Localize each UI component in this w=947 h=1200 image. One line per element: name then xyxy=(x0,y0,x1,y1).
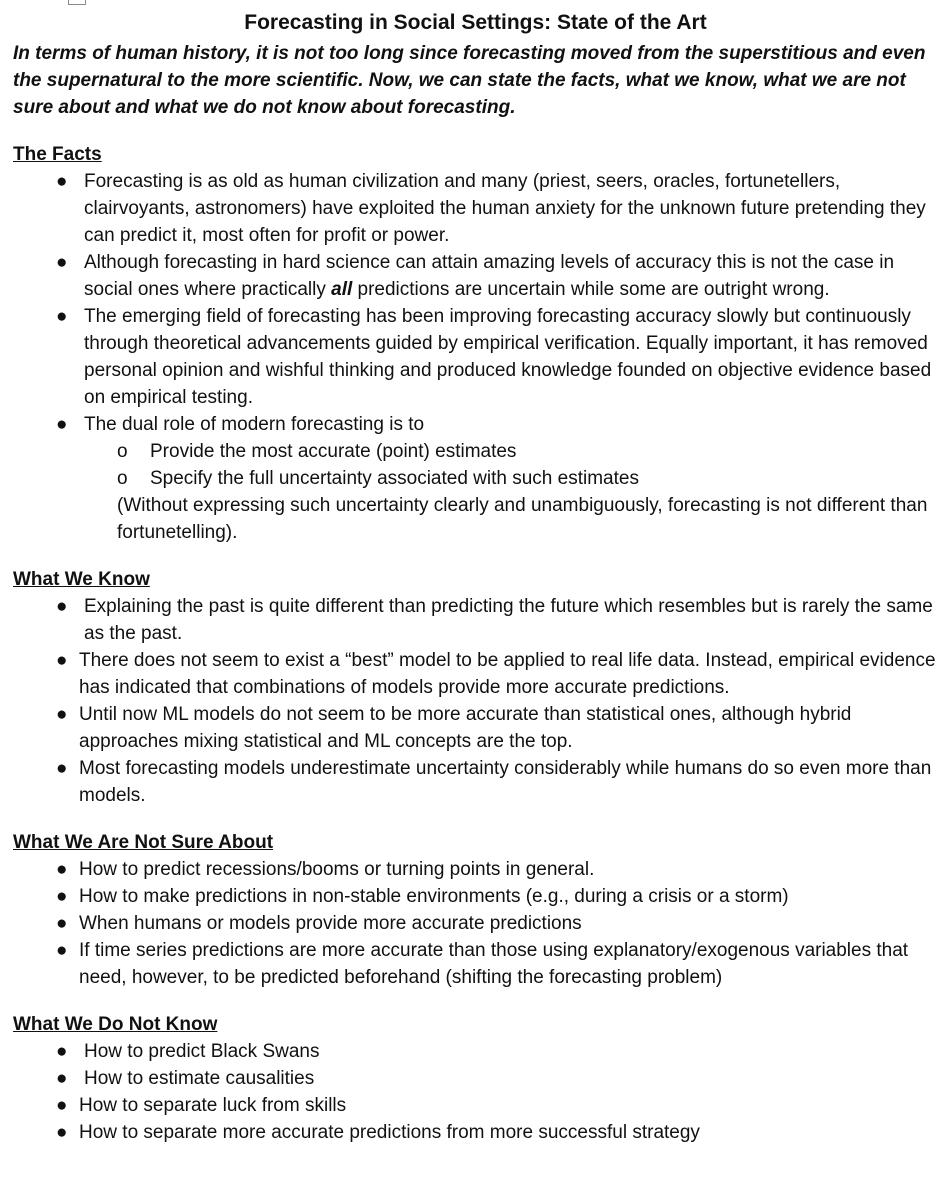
bullet-icon: ● xyxy=(56,940,68,961)
know-list xyxy=(13,593,938,647)
document-title: Forecasting in Social Settings: State of the Art xyxy=(244,11,707,34)
not-sure-list xyxy=(13,856,938,991)
section-heading-know: What We Know xyxy=(13,569,150,590)
sub-list-item-text: Specify the full uncertainty associated with such estimates xyxy=(150,468,639,489)
list-item xyxy=(13,701,938,755)
list-item xyxy=(13,593,938,647)
intro-paragraph: In terms of human history, it is not too long since forecasting moved from the superstitious and even the supernatural to the more scientific. Now, we can state the facts, what we know, what we are not sure about and what we do not know about forecasting. xyxy=(13,43,926,118)
bullet-icon: ● xyxy=(56,1122,68,1143)
section-not-sure xyxy=(13,829,938,991)
bullet-icon: ● xyxy=(56,252,68,273)
sub-list xyxy=(84,438,938,492)
list-item-text: If time series predictions are more accurate than those using explanatory/exogenous variables that need, however, to be predicted beforehand (shifting the forecasting problem) xyxy=(79,940,909,988)
bullet-icon: ● xyxy=(56,704,68,725)
list-item-text: How to estimate causalities xyxy=(84,1068,315,1089)
do-not-know-list-continued xyxy=(13,1092,938,1146)
section-the-facts xyxy=(13,141,938,546)
do-not-know-list xyxy=(13,1038,938,1092)
section-heading-not-sure: What We Are Not Sure About xyxy=(13,832,274,853)
section-heading-facts: The Facts xyxy=(13,144,102,165)
list-item xyxy=(13,937,938,991)
list-item-text: Most forecasting models underestimate uncertainty considerably while humans do so even more than models. xyxy=(79,758,932,806)
bullet-icon: ● xyxy=(56,650,68,671)
list-item-text: How to separate luck from skills xyxy=(79,1095,347,1116)
list-item xyxy=(13,856,938,883)
hollow-bullet-icon: o xyxy=(117,468,128,489)
bullet-icon: ● xyxy=(56,414,68,435)
list-item xyxy=(13,411,938,546)
bullet-icon: ● xyxy=(56,1041,68,1062)
list-item xyxy=(13,1092,938,1119)
list-item-text: Until now ML models do not seem to be more accurate than statistical ones, although hybrid approaches mixing statistical and ML concepts are the top. xyxy=(79,704,852,752)
bullet-icon: ● xyxy=(56,859,68,880)
bullet-icon: ● xyxy=(56,758,68,779)
list-item-text: The emerging field of forecasting has been improving forecasting accuracy slowly but continuously through theoretical advancements guided by empirical verification. Equally important, it has removed personal opinion and wishful thinking and produced knowledge founded on objective evidence based on empirical testing. xyxy=(84,306,932,408)
bullet-icon: ● xyxy=(56,1068,68,1089)
list-item xyxy=(13,910,938,937)
bullet-icon: ● xyxy=(56,596,68,617)
sub-list-item-text: Provide the most accurate (point) estimates xyxy=(150,441,517,462)
list-item-text: When humans or models provide more accurate predictions xyxy=(79,913,582,934)
list-item xyxy=(13,883,938,910)
document-page xyxy=(13,0,938,1146)
section-do-not-know xyxy=(13,1011,938,1146)
list-item xyxy=(13,1065,938,1092)
sub-list-item xyxy=(84,438,938,465)
list-item-text: How to make predictions in non-stable environments (e.g., during a crisis or a storm) xyxy=(79,886,789,907)
list-item-text: How to predict Black Swans xyxy=(84,1041,320,1062)
list-item-text: The dual role of modern forecasting is to xyxy=(84,414,425,435)
section-heading-do-not-know: What We Do Not Know xyxy=(13,1014,218,1035)
list-item-text-before: Although forecasting in hard science can attain amazing levels of accuracy this is not the case in social ones where practically xyxy=(84,252,895,300)
list-item-text: There does not seem to exist a “best” model to be applied to real life data. Instead, empirical evidence has indicated that combinations of models provide more accurate predictions. xyxy=(79,650,936,698)
list-item-text: How to separate more accurate predictions from more successful strategy xyxy=(79,1122,700,1143)
emphasis-all: all xyxy=(331,279,353,300)
list-item xyxy=(13,1038,938,1065)
list-item xyxy=(13,249,938,303)
list-item xyxy=(13,168,938,249)
sub-list-item xyxy=(84,465,938,492)
list-item xyxy=(13,303,938,411)
bullet-icon: ● xyxy=(56,1095,68,1116)
bullet-icon: ● xyxy=(56,171,68,192)
list-item xyxy=(13,647,938,701)
list-item-text: How to predict recessions/booms or turning points in general. xyxy=(79,859,595,880)
know-list-continued xyxy=(13,647,938,809)
bullet-icon: ● xyxy=(56,886,68,907)
bullet-icon: ● xyxy=(56,913,68,934)
list-item xyxy=(13,1119,938,1146)
facts-list xyxy=(13,168,938,546)
section-what-we-know xyxy=(13,566,938,809)
list-item-text: Explaining the past is quite different than predicting the future which resembles but is rarely the same as the past. xyxy=(84,596,933,644)
bullet-icon: ● xyxy=(56,306,68,327)
hollow-bullet-icon: o xyxy=(117,441,128,462)
list-item xyxy=(13,755,938,809)
uncertainty-note: (Without expressing such uncertainty clearly and unambiguously, forecasting is not different than fortunetelling). xyxy=(117,495,928,543)
list-item-text: Forecasting is as old as human civilization and many (priest, seers, oracles, fortunetellers, clairvoyants, astronomers) have exploited the human anxiety for the unknown future pretending they can predict it, most often for profit or power. xyxy=(84,171,926,246)
list-item-text-after: predictions are uncertain while some are outright wrong. xyxy=(352,279,830,300)
